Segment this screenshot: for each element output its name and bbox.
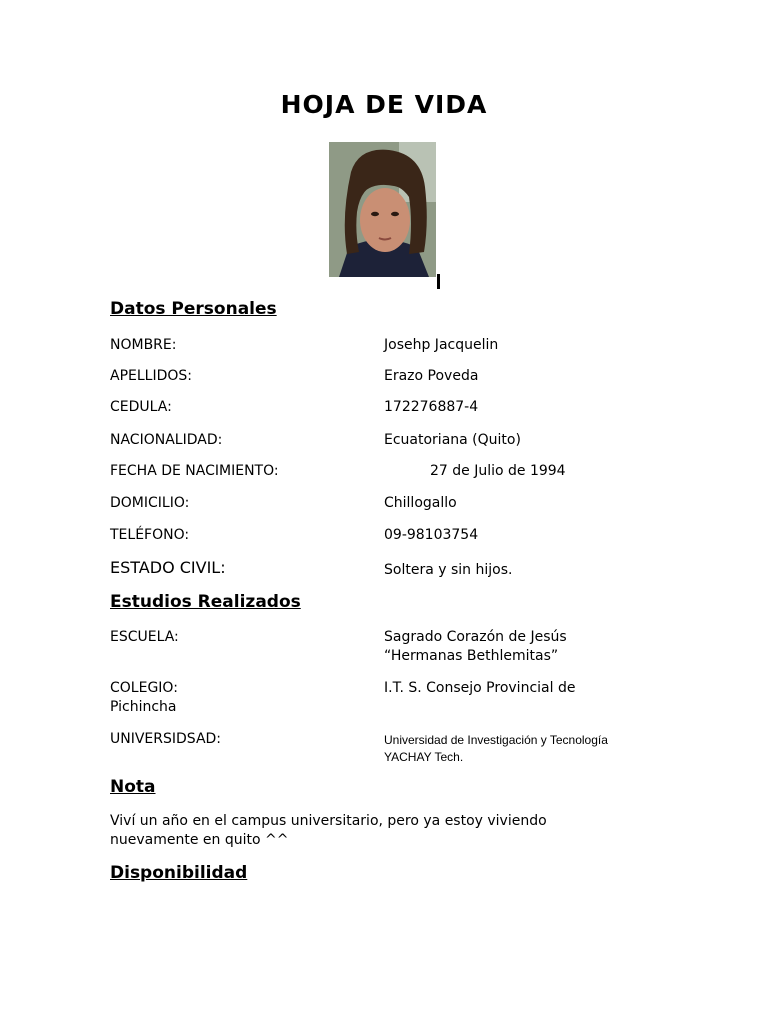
value-escuela-line1: Sagrado Corazón de Jesús: [384, 629, 567, 645]
label-escuela: ESCUELA:: [110, 629, 179, 645]
section-heading-note: Nota: [110, 777, 156, 797]
value-colegio: I.T. S. Consejo Provincial de: [384, 680, 576, 696]
section-heading-studies: Estudios Realizados: [110, 592, 301, 612]
value-telefono: 09-98103754: [384, 527, 479, 543]
value-fecha-nacimiento: 27 de Julio de 1994: [430, 463, 566, 479]
label-cedula: CEDULA:: [110, 399, 172, 415]
section-heading-availability: Disponibilidad: [110, 863, 248, 883]
label-apellidos: APELLIDOS:: [110, 368, 192, 384]
value-universidad-line2: YACHAY Tech.: [384, 750, 464, 764]
value-escuela-line2: “Hermanas Bethlemitas”: [384, 648, 559, 664]
value-estado-civil: Soltera y sin hijos.: [384, 562, 513, 578]
value-cedula: 172276887-4: [384, 399, 479, 415]
value-colegio-continuation: Pichincha: [110, 699, 177, 715]
value-nombre: Josehp Jacquelin: [384, 337, 499, 353]
value-domicilio: Chillogallo: [384, 495, 457, 511]
label-telefono: TELÉFONO:: [110, 527, 190, 543]
note-line-2: nuevamente en quito ^^: [110, 832, 289, 848]
note-line-1: Viví un año en el campus universitario, pero ya estoy viviendo: [110, 813, 547, 829]
label-universidad: UNIVERSIDSAD:: [110, 731, 222, 747]
document-title: HOJA DE VIDA: [280, 90, 488, 119]
value-apellidos: Erazo Poveda: [384, 368, 479, 384]
value-universidad-line1: Universidad de Investigación y Tecnología: [384, 733, 608, 747]
label-domicilio: DOMICILIO:: [110, 495, 190, 511]
label-colegio: COLEGIO:: [110, 680, 178, 696]
label-nacionalidad: NACIONALIDAD:: [110, 432, 223, 448]
label-estado-civil: ESTADO CIVIL:: [110, 558, 226, 577]
value-nacionalidad: Ecuatoriana (Quito): [384, 432, 521, 448]
section-heading-personal: Datos Personales: [110, 299, 277, 319]
label-fecha-nacimiento: FECHA DE NACIMIENTO:: [110, 463, 279, 479]
label-nombre: NOMBRE:: [110, 337, 177, 353]
profile-photo: [329, 142, 436, 277]
text-cursor-mark: [437, 274, 440, 289]
